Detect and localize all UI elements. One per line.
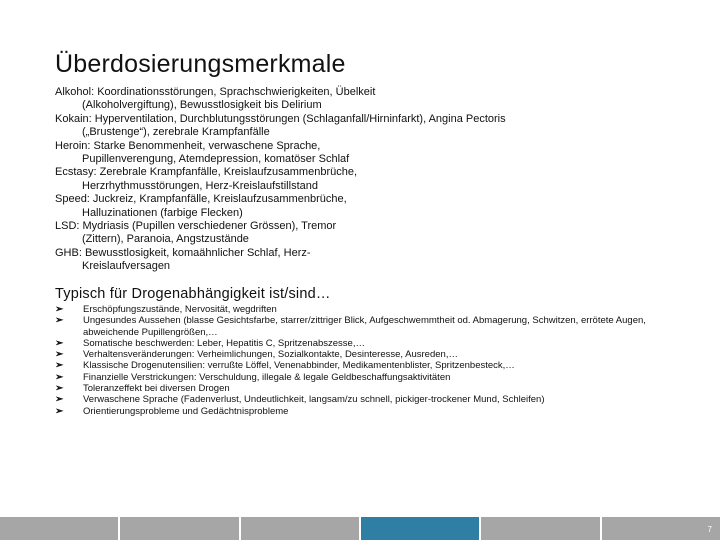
list-item-text: Somatische beschwerden: Leber, Hepatitis C, Spritzenabszesse,…	[83, 337, 365, 349]
list-item-text: Erschöpfungszustände, Nervosität, wegdriften	[83, 304, 277, 315]
overdose-item	[55, 113, 655, 140]
overdose-line: Heroin: Starke Benommenheit, verwaschene Sprache,	[55, 139, 321, 152]
overdose-item	[55, 220, 655, 247]
list-item-text: Verhaltensveränderungen: Verheimlichungen, Sozialkontakte, Desinteresse, Ausreden,…	[83, 349, 458, 361]
list-item-text: Finanzielle Verstrickungen: Verschuldung, illegale & legale Geldbeschaffungsaktivitäten	[83, 371, 451, 383]
overdose-line: LSD: Mydriasis (Pupillen verschiedener Grössen), Tremor	[55, 220, 337, 233]
overdose-line-cont: Pupillenverengung, Atemdepression, komatöser Schlaf	[82, 153, 350, 166]
slide-title: Überdosierungsmerkmale	[55, 50, 346, 78]
section-subheading: Typisch für Drogenabhängigkeit ist/sind…	[55, 286, 331, 302]
overdose-line-cont: Herzrhythmusstörungen, Herz-Kreislaufstillstand	[82, 179, 318, 192]
overdose-line-cont: („Brustenge“), zerebrale Krampfanfälle	[82, 126, 270, 139]
list-item	[55, 383, 655, 394]
arrow-bullet-icon: ➢	[55, 337, 64, 349]
overdose-item	[55, 247, 655, 274]
overdose-line-cont: Kreislaufversagen	[82, 260, 171, 273]
footer-segment	[241, 517, 359, 540]
list-item-text: Klassische Drogenutensilien: verrußte Löffel, Venenabbinder, Medikamentenblister, Spritzenbesteck,…	[83, 360, 515, 372]
footer-segment	[0, 517, 118, 540]
page-number: 7	[707, 525, 712, 534]
footer-segment-active	[361, 517, 479, 540]
dependency-sign-list	[55, 304, 655, 417]
arrow-bullet-icon: ➢	[55, 371, 64, 383]
overdose-item	[55, 193, 655, 220]
overdose-line: Speed: Juckreiz, Krampfanfälle, Kreislaufzusammenbrüche,	[55, 193, 347, 206]
overdose-line-cont: (Alkoholvergiftung), Bewusstlosigkeit bis Delirium	[82, 99, 322, 112]
overdose-line: Ecstasy: Zerebrale Krampfanfälle, Kreislaufzusammenbrüche,	[55, 166, 358, 179]
overdose-item	[55, 166, 655, 193]
list-item	[55, 406, 655, 417]
overdose-line-cont: (Zittern), Paranoia, Angstzustände	[82, 233, 249, 246]
overdose-line: Alkohol: Koordinationsstörungen, Sprachschwierigkeiten, Übelkeit	[55, 86, 376, 98]
list-item	[55, 304, 655, 315]
list-item	[55, 360, 655, 371]
arrow-bullet-icon: ➢	[55, 383, 64, 395]
list-item	[55, 394, 655, 405]
list-item	[55, 315, 655, 338]
list-item-text: Ungesundes Aussehen (blasse Gesichtsfarbe, starrer/zittriger Blick, Aufgeschwemmtheit od. Abmagerung, Schwitzen, errötete Augen, abweichende Pupillengrößen,…	[83, 315, 646, 338]
arrow-bullet-icon: ➢	[55, 304, 64, 315]
footer-segment	[120, 517, 238, 540]
overdose-item	[55, 140, 655, 167]
overdose-line-cont: Halluzinationen (farbige Flecken)	[82, 206, 243, 219]
overdose-line: GHB: Bewusstlosigkeit, komaähnlicher Schlaf, Herz-	[55, 246, 311, 259]
list-item	[55, 372, 655, 383]
overdose-line: Kokain: Hyperventilation, Durchblutungsstörungen (Schlaganfall/Hirninfarkt), Angina Pectoris	[55, 112, 506, 125]
arrow-bullet-icon: ➢	[55, 405, 64, 417]
overdose-item	[55, 86, 655, 113]
arrow-bullet-icon: ➢	[55, 360, 64, 372]
arrow-bullet-icon: ➢	[55, 394, 64, 406]
list-item-text: Orientierungsprobleme und Gedächtnisprobleme	[83, 405, 289, 417]
footer-segment	[602, 517, 720, 540]
list-item	[55, 349, 655, 360]
list-item-text: Toleranzeffekt bei diversen Drogen	[83, 383, 230, 395]
overdose-list	[55, 86, 655, 274]
list-item-text: Verwaschene Sprache (Fadenverlust, Undeutlichkeit, langsam/zu schnell, pickiger-trockener Mund, Schleifen)	[83, 394, 545, 406]
footer-bar	[0, 517, 720, 540]
arrow-bullet-icon: ➢	[55, 315, 64, 327]
arrow-bullet-icon: ➢	[55, 349, 64, 361]
list-item	[55, 338, 655, 349]
footer-segment	[481, 517, 599, 540]
